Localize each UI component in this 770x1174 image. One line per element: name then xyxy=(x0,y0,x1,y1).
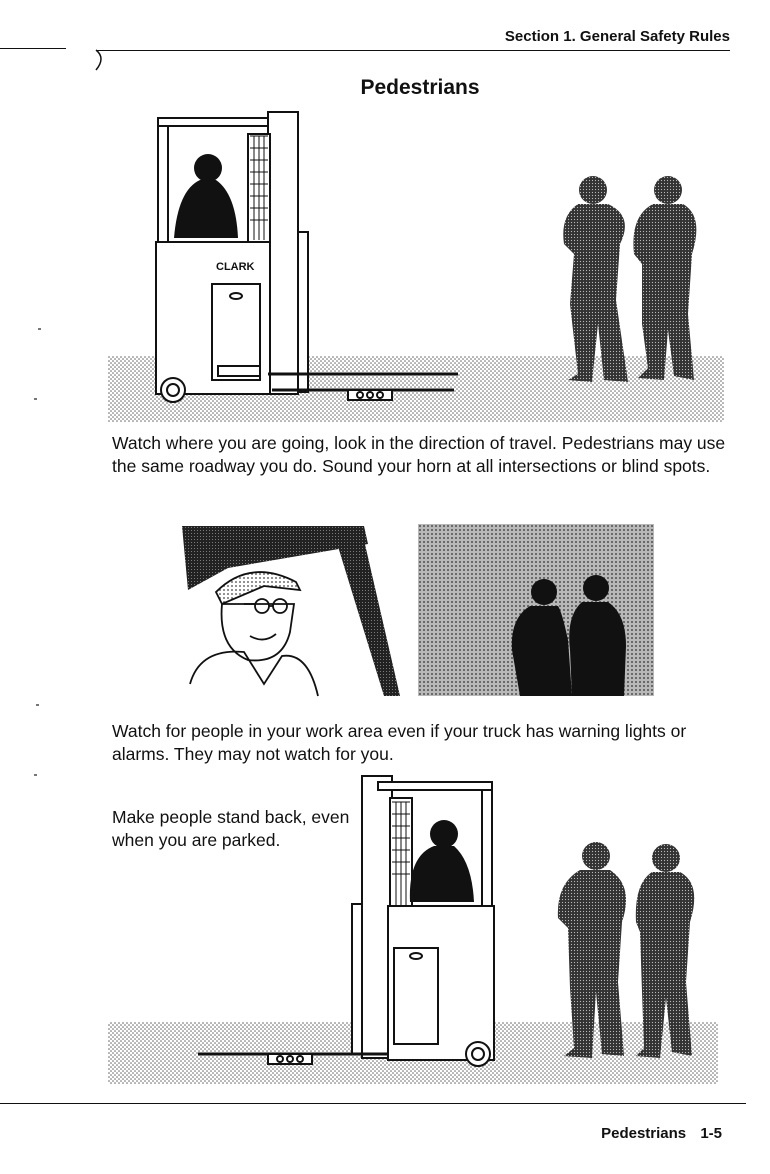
figure-operator-pedestrians xyxy=(178,520,658,700)
paragraph-look-direction: Watch where you are going, look in the direction of travel. Pedestrians may use the same roadway you do. Sound your horn at all intersections or blind spots. xyxy=(112,433,726,476)
brand-logo: CLARK xyxy=(216,261,255,273)
binding-bracket-mark xyxy=(92,48,112,72)
footer-label: Pedestrians xyxy=(601,1125,687,1142)
page-title: Pedestrians xyxy=(360,76,480,99)
figure-forklift-pedestrians xyxy=(108,104,728,424)
header-rule-left xyxy=(0,48,66,49)
page-number: 1-5 xyxy=(700,1125,722,1142)
operator-silhouette xyxy=(410,820,474,902)
pedestrian-silhouettes xyxy=(563,176,696,382)
figure-parked-truck-pedestrians xyxy=(108,772,720,1088)
paragraph-stand-back: Make people stand back, even when you are parked. xyxy=(112,807,350,850)
operator-closeup xyxy=(190,572,318,696)
section-header: Section 1. General Safety Rules xyxy=(504,28,730,45)
page-footer xyxy=(601,1125,722,1142)
cab-pillar xyxy=(336,540,400,696)
header-rule xyxy=(96,50,730,51)
paragraph-work-area: Watch for people in your work area even if your truck has warning lights or alarms. They may not watch for you. xyxy=(112,721,687,764)
operator-silhouette xyxy=(174,154,238,238)
footer-rule xyxy=(0,1103,746,1104)
